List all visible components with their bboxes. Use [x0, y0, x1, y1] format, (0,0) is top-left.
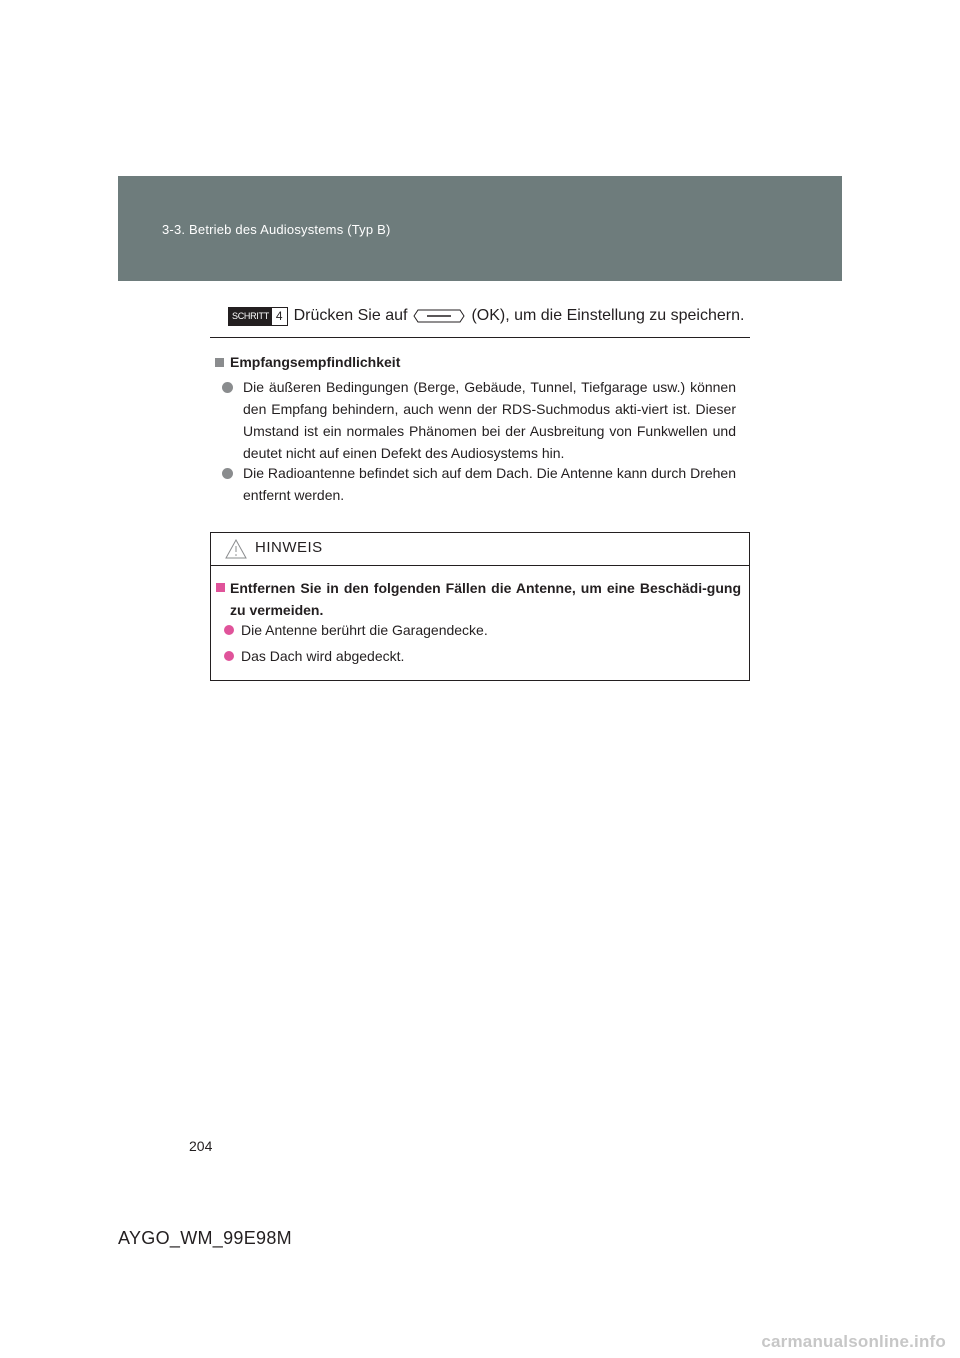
step-badge: [228, 307, 288, 326]
reception-heading: [215, 354, 400, 370]
notice-item-text: Das Dach wird abgedeckt.: [241, 648, 405, 664]
round-bullet-icon: [224, 651, 234, 661]
notice-header: [211, 533, 749, 566]
reception-item-2: [222, 462, 736, 506]
step-instruction: [228, 303, 758, 329]
round-bullet-icon: [224, 625, 234, 635]
page-number: 204: [189, 1138, 213, 1154]
notice-item-2: [224, 645, 404, 667]
header-band: [118, 176, 842, 281]
document-code: AYGO_WM_99E98M: [118, 1228, 292, 1248]
round-bullet-icon: [222, 382, 233, 393]
round-bullet-icon: [222, 468, 233, 479]
warning-triangle-icon: [225, 539, 247, 564]
reception-item-text: Die Radioantenne befindet sich auf dem Dach. Die Antenne kann durch Drehen entfernt werden.: [243, 465, 736, 503]
notice-title: HINWEIS: [255, 539, 323, 556]
watermark-text[interactable]: carmanualsonline.info: [761, 1332, 946, 1351]
notice-heading-text: Entfernen Sie in den folgenden Fällen die Antenne, um eine Beschädi-gung zu vermeiden.: [230, 580, 741, 618]
square-bullet-icon: [216, 583, 225, 592]
reception-item-text: Die äußeren Bedingungen (Berge, Gebäude, Tunnel, Tiefgarage usw.) können den Empfang behindern, auch wenn der RDS-Suchmodus akti-viert ist. Dieser Umstand ist ein normales Phänomen bei der Ausbreitung von Funkwellen und deutet nicht auf einen Defekt des Audiosystems hin.: [243, 379, 736, 461]
ok-button-icon: [413, 309, 465, 323]
notice-item-text: Die Antenne berührt die Garagendecke.: [241, 622, 488, 638]
notice-item-1: [224, 619, 488, 641]
section-divider: [210, 337, 750, 338]
step-badge-label: SCHRITT: [229, 308, 272, 325]
notice-heading: [216, 577, 741, 621]
reception-item-1: [222, 376, 736, 464]
reception-heading-text: Empfangsempfindlichkeit: [230, 354, 401, 370]
section-title: 3-3. Betrieb des Audiosystems (Typ B): [162, 222, 391, 237]
step-badge-number: 4: [272, 308, 287, 325]
square-bullet-icon: [215, 358, 224, 367]
step-text-after: (OK), um die Einstellung zu speichern.: [471, 307, 745, 324]
step-text-before: Drücken Sie auf: [293, 307, 408, 324]
notice-box: [210, 532, 750, 681]
